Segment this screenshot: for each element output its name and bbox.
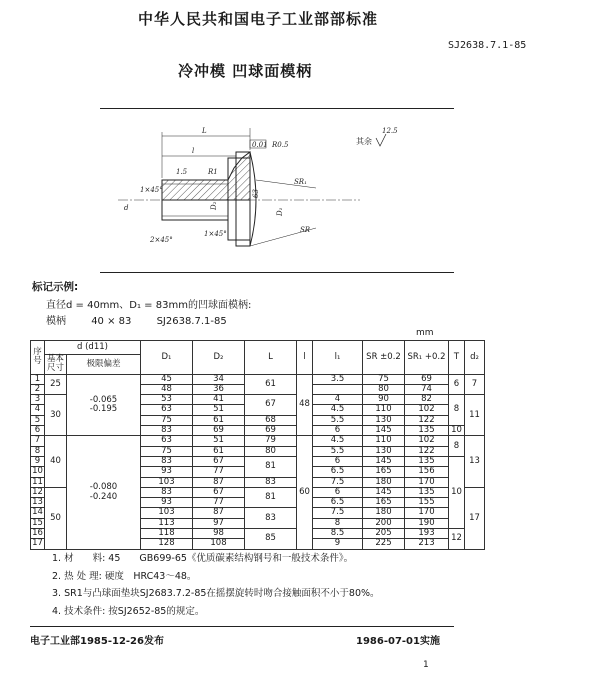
cell-seq: 10 — [32, 466, 43, 477]
table-row — [31, 436, 485, 446]
cell-l: 48 — [297, 374, 313, 436]
technical-drawing — [110, 118, 440, 278]
cell-T: 12 — [449, 529, 465, 550]
example-marking — [46, 312, 249, 327]
footer-rule — [30, 626, 454, 627]
cell-l1: 7.5 — [313, 508, 363, 518]
cell-D1: 128 — [141, 539, 193, 549]
cell-seq: 17 — [32, 538, 43, 549]
cell-l1: 8.5 — [313, 529, 363, 539]
cell-seq: 7 — [31, 436, 45, 446]
cell-D1: 45 — [141, 374, 193, 384]
cell-SR1: 156 — [405, 467, 449, 477]
cell-D2: 97 — [193, 518, 245, 528]
cell-SR1: 135 — [405, 456, 449, 466]
spec-table — [30, 340, 485, 550]
cell-l1 — [313, 384, 363, 394]
roughness-other-label: 其余 — [356, 137, 372, 146]
cell-D1: 75 — [141, 446, 193, 456]
cell-SR1: 193 — [405, 529, 449, 539]
cell-D2: 98 — [193, 529, 245, 539]
cell-D2: 77 — [193, 467, 245, 477]
col-D1: D₁ — [141, 341, 193, 375]
example-mark-label: 模柄 — [46, 316, 66, 327]
cell-SR: 130 — [363, 415, 405, 425]
cell-seq: 11 — [32, 476, 43, 487]
cell-SR: 205 — [363, 529, 405, 539]
cell-L: 83 — [245, 477, 297, 487]
example-description: 直径d = 40mm、D₁ = 83mm的凹球面模柄: — [46, 300, 252, 311]
cell-d: 40 — [45, 436, 67, 487]
cell-D2: 87 — [193, 508, 245, 518]
dim-D2: D₂ — [210, 201, 218, 210]
cell-SR: 80 — [363, 384, 405, 394]
cell-SR1: 170 — [405, 477, 449, 487]
cell-SR: 180 — [363, 508, 405, 518]
cell-seq: 8 — [31, 446, 45, 456]
cell-L: 79 — [245, 436, 297, 446]
cell-D2: 34 — [193, 374, 245, 384]
cell-seq: 13 — [32, 497, 43, 508]
cell-dev: -0.065 -0.195 — [67, 374, 141, 436]
col-d: d (d11) — [45, 341, 141, 355]
cell-D2: 51 — [193, 405, 245, 415]
cell-SR1: 135 — [405, 487, 449, 497]
unit-label: mm — [416, 328, 434, 338]
roughness-value: 12.5 — [382, 127, 398, 135]
cell-D2: 108 — [193, 539, 245, 549]
cell-seq: 12 — [32, 486, 43, 497]
cell-seq: 2 — [31, 384, 45, 394]
cell-D2: 87 — [193, 477, 245, 487]
cell-SR1: 69 — [405, 374, 449, 384]
cell-SR: 145 — [363, 426, 405, 436]
dim-1-5: 1.5 — [176, 168, 188, 176]
cell-SR: 110 — [363, 405, 405, 415]
cell-SR: 130 — [363, 446, 405, 456]
cell-l1: 6 — [313, 456, 363, 466]
cell-SR1: 213 — [405, 539, 449, 549]
fillet-r1: R1 — [208, 168, 218, 176]
cell-D2: 69 — [193, 426, 245, 436]
cell-l1: 5.5 — [313, 446, 363, 456]
col-basic-size: 基本尺寸 — [45, 355, 67, 375]
cell-l1: 9 — [313, 539, 363, 549]
col-SR: SR ±0.2 — [363, 341, 405, 375]
cell-D1: 63 — [141, 436, 193, 446]
cell-l1: 5.5 — [313, 415, 363, 425]
cell-l1: 8 — [313, 518, 363, 528]
col-l: l — [297, 341, 313, 375]
cell-l1: 6 — [313, 487, 363, 497]
cell-L: 85 — [245, 529, 297, 550]
radius-SR1: SR₁ — [294, 178, 307, 186]
cell-d2: 7 — [465, 374, 485, 395]
cell-l1: 6.5 — [313, 498, 363, 508]
cell-l1: 4 — [313, 395, 363, 405]
cell-l1: 6.5 — [313, 467, 363, 477]
cell-D1: 118 — [141, 529, 193, 539]
published-date: 电子工业部1985-12-26发布 — [30, 636, 164, 647]
note-item: 4. 技术条件: 按SJ2652-85的规定。 — [52, 605, 205, 617]
radius-r05: R0.5 — [272, 141, 289, 149]
title-rule — [100, 108, 454, 109]
chamfer-1x45-top: 1×45° — [140, 186, 163, 194]
cell-SR: 225 — [363, 539, 405, 549]
cell-l1: 3.5 — [313, 374, 363, 384]
flatness-tolerance: 0.01 — [252, 141, 268, 149]
cell-D1: 83 — [141, 456, 193, 466]
cell-SR: 90 — [363, 395, 405, 405]
standard-number: SJ2638.7.1-85 — [448, 40, 527, 51]
cell-D1: 103 — [141, 477, 193, 487]
note-item: 1. 材 料: 45 GB699-65《优质碳素结构钢号和一般技术条件》。 — [52, 553, 354, 564]
cell-d: 25 — [45, 374, 67, 395]
cell-d: 50 — [45, 487, 67, 549]
cell-L: 81 — [245, 456, 297, 477]
cell-seq: 3 — [31, 395, 45, 405]
cell-D1: 113 — [141, 518, 193, 528]
cell-l: 60 — [297, 436, 313, 549]
roughness-symbol-icon — [376, 134, 386, 146]
cell-dev: -0.080 -0.240 — [67, 436, 141, 549]
cell-SR: 75 — [363, 374, 405, 384]
cell-seq: 1 — [31, 374, 45, 384]
cell-D1: 103 — [141, 508, 193, 518]
cell-T: 6 — [449, 374, 465, 395]
dim-l-label: l — [192, 147, 195, 155]
cell-d: 30 — [45, 395, 67, 436]
cell-L: 69 — [245, 426, 297, 436]
cell-T: 10 — [449, 426, 465, 436]
cell-D2: 61 — [193, 446, 245, 456]
cell-D2: 67 — [193, 487, 245, 497]
cell-SR1: 102 — [405, 405, 449, 415]
cell-d2: 11 — [465, 395, 485, 436]
cell-seq: 6 — [31, 426, 45, 436]
col-d2: d₂ — [465, 341, 485, 375]
cell-d2: 17 — [465, 487, 485, 549]
cell-D2: 61 — [193, 415, 245, 425]
organization-header: 中华人民共和国电子工业部部标准 — [138, 10, 379, 28]
page-number: 1 — [423, 660, 429, 670]
cell-T: 10 — [449, 456, 465, 528]
cell-SR1: 170 — [405, 508, 449, 518]
chamfer-1x45-bottom: 1×45° — [204, 230, 227, 238]
cell-SR1: 122 — [405, 415, 449, 425]
cell-D2: 77 — [193, 498, 245, 508]
example-mark-size: 40 × 83 — [91, 316, 132, 327]
cell-seq: 16 — [32, 528, 43, 539]
cell-SR: 165 — [363, 467, 405, 477]
implemented-date: 1986-07-01实施 — [356, 636, 440, 647]
cell-SR1: 74 — [405, 384, 449, 394]
note-item: 3. SR1与凸球面垫块SJ2683.7.2-85在摇摆旋转时吻合接触面积不小于80%。 — [52, 588, 380, 599]
cell-D1: 53 — [141, 395, 193, 405]
dim-d: d — [124, 204, 129, 212]
cell-L: 83 — [245, 508, 297, 529]
notes-list — [52, 550, 380, 620]
cell-D1: 93 — [141, 467, 193, 477]
cell-SR1: 135 — [405, 426, 449, 436]
cell-D2: 67 — [193, 456, 245, 466]
cell-D1: 83 — [141, 426, 193, 436]
cell-D1: 63 — [141, 405, 193, 415]
col-deviation: 极限偏差 — [67, 355, 141, 375]
cell-seq: 9 — [31, 456, 45, 466]
col-T: T — [449, 341, 465, 375]
cell-l1: 6 — [313, 426, 363, 436]
cell-L: 61 — [245, 374, 297, 395]
cell-SR1: 82 — [405, 395, 449, 405]
chamfer-2x45: 2×45° — [150, 236, 173, 244]
col-L: L — [245, 341, 297, 375]
cell-d2: 13 — [465, 436, 485, 487]
cell-SR1: 102 — [405, 436, 449, 446]
note-item: 2. 热 处 理: 硬度 HRC43～48。 — [52, 570, 197, 582]
cell-L: 81 — [245, 487, 297, 508]
cell-SR: 180 — [363, 477, 405, 487]
cell-D1: 83 — [141, 487, 193, 497]
cell-D1: 93 — [141, 498, 193, 508]
cell-seq: 4 — [31, 405, 45, 415]
cell-SR1: 122 — [405, 446, 449, 456]
cell-L: 67 — [245, 395, 297, 416]
cell-D1: 75 — [141, 415, 193, 425]
col-D2: D₂ — [193, 341, 245, 375]
cell-l1: 4.5 — [313, 436, 363, 446]
col-SR1: SR₁ +0.2 — [405, 341, 449, 375]
cell-T: 8 — [449, 395, 465, 426]
cell-SR: 200 — [363, 518, 405, 528]
cell-T: 8 — [449, 436, 465, 457]
cell-D2: 41 — [193, 395, 245, 405]
dim-63: 63 — [252, 189, 260, 198]
cell-seq: 14 — [32, 507, 43, 518]
drawing-rule — [100, 272, 454, 273]
cell-L: 80 — [245, 446, 297, 456]
example-heading: 标记示例: — [32, 281, 79, 293]
cell-SR: 145 — [363, 487, 405, 497]
cell-seq: 5 — [31, 415, 45, 425]
cell-D2: 51 — [193, 436, 245, 446]
cell-seq: 15 — [32, 517, 43, 528]
example-mark-standard: SJ2638.7.1-85 — [156, 316, 227, 327]
document-title: 冷冲模 凹球面模柄 — [178, 62, 313, 80]
cell-l1: 4.5 — [313, 405, 363, 415]
cell-D2: 36 — [193, 384, 245, 394]
cell-SR: 145 — [363, 456, 405, 466]
table-row — [31, 374, 485, 384]
cell-SR: 110 — [363, 436, 405, 446]
dim-D1: D₁ — [276, 207, 284, 216]
dim-L-label: L — [202, 127, 207, 135]
radius-SR: SR — [300, 226, 311, 234]
cell-SR1: 155 — [405, 498, 449, 508]
cell-D1: 48 — [141, 384, 193, 394]
cell-l1: 7.5 — [313, 477, 363, 487]
col-l1: l₁ — [313, 341, 363, 375]
cell-L: 68 — [245, 415, 297, 425]
cell-SR1: 190 — [405, 518, 449, 528]
col-seq: 序号 — [31, 341, 45, 375]
cell-SR: 165 — [363, 498, 405, 508]
